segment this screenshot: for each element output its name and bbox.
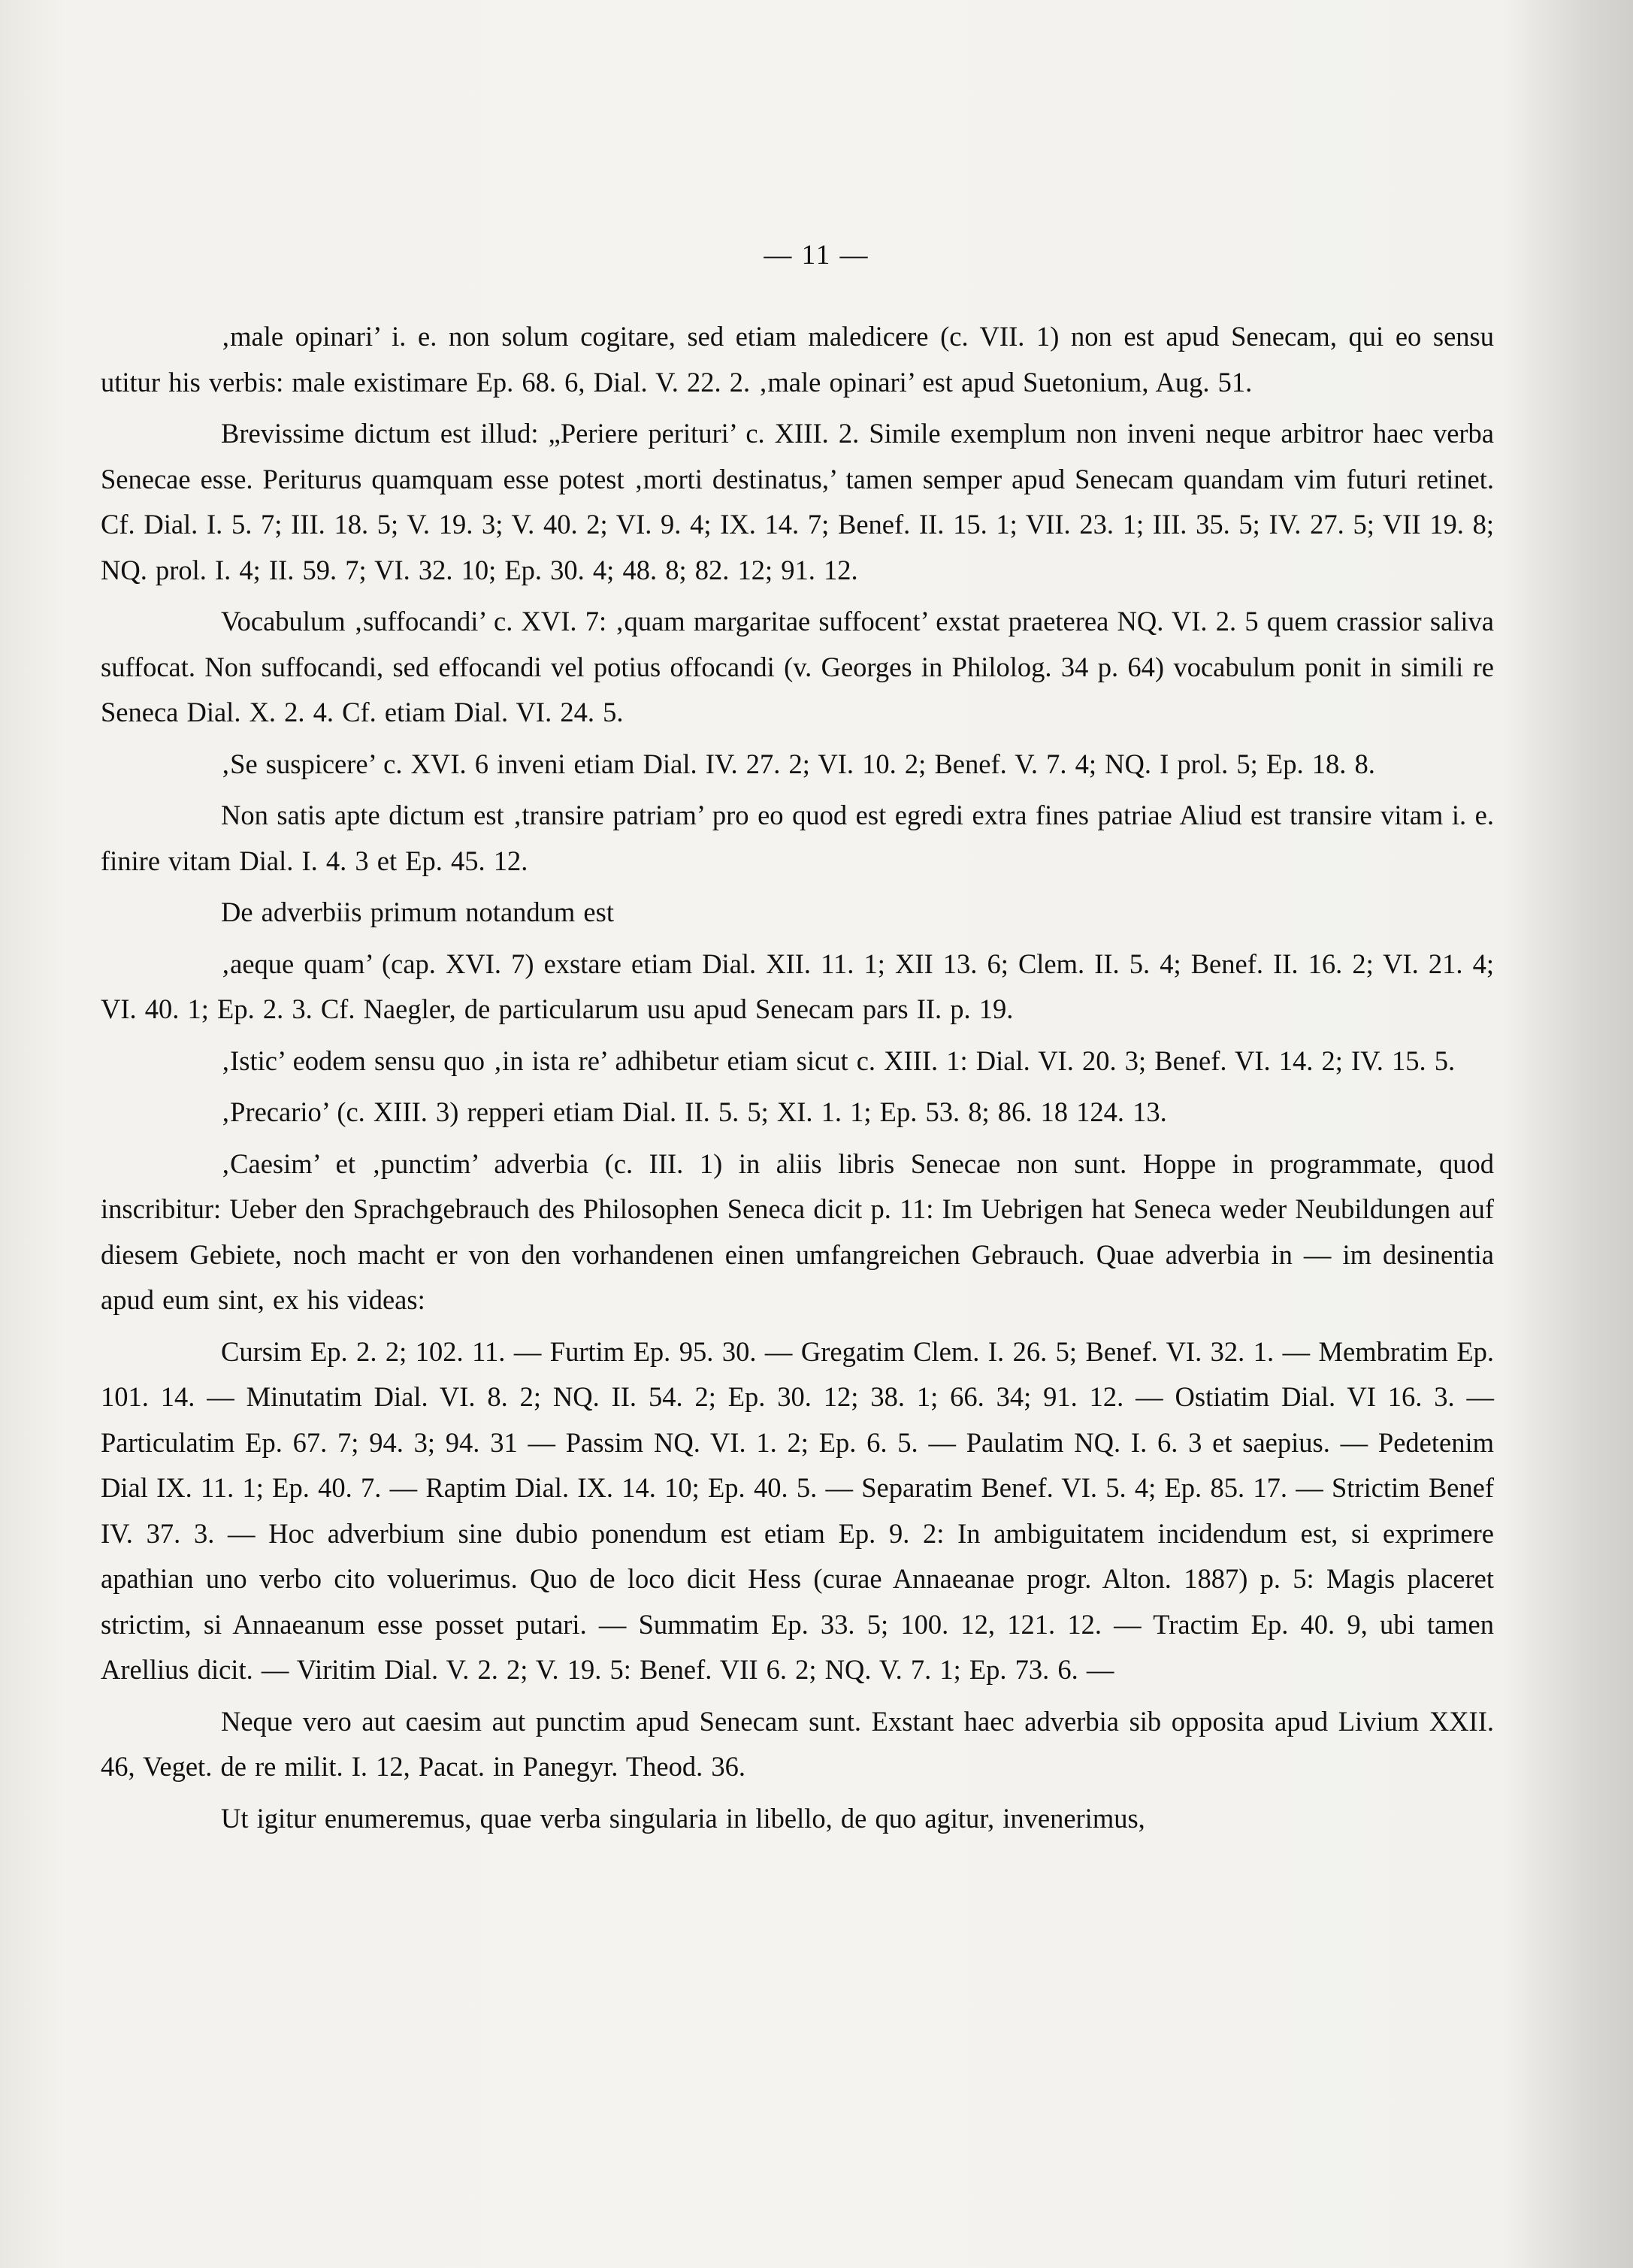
paragraph-male-opinari: ‚male opinari’ i. e. non solum cogitare, sed etiam maledicere (c. VII. 1) non est apud Senecam, qui eo sensu utitur his verbis: male existimare Ep. 68. 6, Dial. V. 22. 2. ‚male opinari’ est apud Suetonium, Aug. 51.	[101, 321, 1494, 398]
paragraph-ut-igitur: Ut igitur enumeremus, quae verba singularia in libello, de quo agitur, invenerimus,	[221, 1802, 1145, 1834]
paragraph-transire-patriam: Non satis apte dictum est ‚transire patriam’ pro eo quod est egredi extra fines patriae Aliud est transire vitam i. e. finire vitam Dial. I. 4. 3 et Ep. 45. 12.	[101, 800, 1494, 876]
paragraph-neque-vero: Neque vero aut caesim aut punctim apud Senecam sunt. Exstant haec adverbia sib opposita apud Livium XXII. 46, Veget. de re milit. I. 12, Pacat. in Panegyr. Theod. 36.	[101, 1705, 1494, 1782]
paragraph-precario: ‚Precario’ (c. XIII. 3) repperi etiam Dial. II. 5. 5; XI. 1. 1; Ep. 53. 8; 86. 18 124. 13.	[221, 1096, 1167, 1127]
body-text	[101, 314, 1494, 1847]
paragraph-periere-perituri: Brevissime dictum est illud: „Periere perituri’ c. XIII. 2. Simile exemplum non inveni neque arbitror haec verba Senecae esse. Periturus quamquam esse potest ‚morti destinatus,’ tamen semper apud Senecam quandam vim futuri retinet. Cf. Dial. I. 5. 7; III. 18. 5; V. 19. 3; V. 40. 2; VI. 9. 4; IX. 14. 7; Benef. II. 15. 1; VII. 23. 1; III. 35. 5; IV. 27. 5; VII 19. 8; NQ. prol. I. 4; II. 59. 7; VI. 32. 10; Ep. 30. 4; 48. 8; 82. 12; 91. 12.	[101, 418, 1494, 585]
paragraph-istic: ‚Istic’ eodem sensu quo ‚in ista re’ adhibetur etiam sicut c. XIII. 1: Dial. VI. 20. 3; Benef. VI. 14. 2; IV. 15. 5.	[221, 1045, 1456, 1076]
paragraph-se-suspicere: ‚Se suspicere’ c. XVI. 6 inveni etiam Dial. IV. 27. 2; VI. 10. 2; Benef. V. 7. 4; NQ. I prol. 5; Ep. 18. 8.	[221, 748, 1375, 779]
paragraph-suffocandi: Vocabulum ‚suffocandi’ c. XVI. 7: ‚quam margaritae suffocent’ exstat praeterea NQ. VI. 2. 5 quem crassior saliva suffocat. Non suffocandi, sed effocandi vel potius offocandi (v. Georges in Philolog. 34 p. 64) vocabulum ponit in simili re Seneca Dial. X. 2. 4. Cf. etiam Dial. VI. 24. 5.	[101, 606, 1494, 727]
paragraph-caesim-punctim: ‚Caesim’ et ‚punctim’ adverbia (c. III. 1) in aliis libris Senecae non sunt. Hoppe in programmate, quod inscribitur: Ueber den Sprachgebrauch des Philosophen Seneca dicit p. 11: Im Uebrigen hat Seneca weder Neubildungen auf diesem Gebiete, noch macht er von den vorhandenen einen umfangreichen Gebrauch. Quae adverbia in — im desinentia apud eum sint, ex his videas:	[101, 1148, 1494, 1315]
paragraph-adverb-list: Cursim Ep. 2. 2; 102. 11. — Furtim Ep. 95. 30. — Gregatim Clem. I. 26. 5; Benef. VI. 32. 1. — Membratim Ep. 101. 14. — Minutatim Dial. VI. 8. 2; NQ. II. 54. 2; Ep. 30. 12; 38. 1; 66. 34; 91. 12. — Ostiatim Dial. VI 16. 3. — Particulatim Ep. 67. 7; 94. 3; 94. 31 — Passim NQ. VI. 1. 2; Ep. 6. 5. — Paulatim NQ. I. 6. 3 et saepius. — Pedetenim Dial IX. 11. 1; Ep. 40. 7. — Raptim Dial. IX. 14. 10; Ep. 40. 5. — Separatim Benef. VI. 5. 4; Ep. 85. 17. — Strictim Benef IV. 37. 3. — Hoc adverbium sine dubio ponendum est etiam Ep. 9. 2: In ambiguitatem incidendum est, si exprimere apathian uno verbo cito voluerimus. Quo de loco dicit Hess (curae Annaeanae progr. Alton. 1887) p. 5: Magis placeret strictim, si Annaeanum esse posset putari. — Summatim Ep. 33. 5; 100. 12, 121. 12. — Tractim Ep. 40. 9, ubi tamen Arellius dicit. — Viritim Dial. V. 2. 2; V. 19. 5: Benef. VII 6. 2; NQ. V. 7. 1; Ep. 73. 6. —	[101, 1335, 1494, 1685]
paragraph-aeque-quam: ‚aeque quam’ (cap. XVI. 7) exstare etiam Dial. XII. 11. 1; XII 13. 6; Clem. II. 5. 4; Benef. II. 16. 2; VI. 21. 4; VI. 40. 1; Ep. 2. 3. Cf. Naegler, de particularum usu apud Senecam pars II. p. 19.	[101, 948, 1494, 1024]
page-number: — 11 —	[764, 240, 869, 271]
paragraph-de-adverbiis: De adverbiis primum notandum est	[221, 897, 614, 927]
